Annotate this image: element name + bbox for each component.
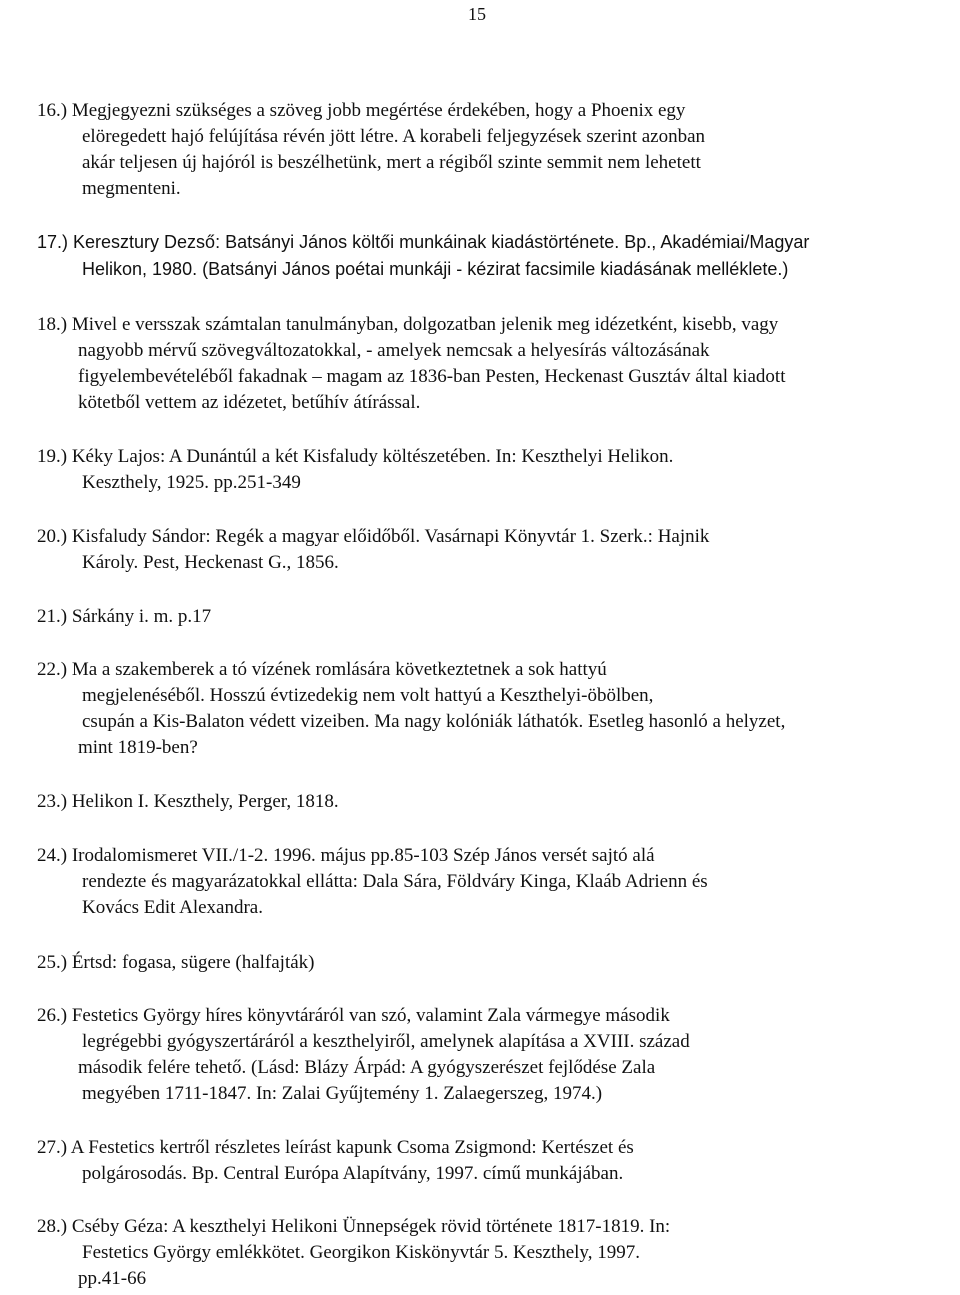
endnote-line: 19.) Kéky Lajos: A Dunántúl a két Kisfaludy költészetében. In: Keszthelyi Helikon. — [37, 446, 674, 467]
endnote-line: 26.) Festetics György híres könyvtáráról van szó, valamint Zala vármegye második — [37, 1005, 670, 1026]
endnote-line: második felére tehető. (Lásd: Blázy Árpád: A gyógyszerészet fejlődése Zala — [78, 1057, 656, 1078]
endnote-line: polgárosodás. Bp. Central Európa Alapítvány, 1997. című munkájában. — [82, 1163, 624, 1184]
endnote-line: megyében 1711-1847. In: Zalai Gyűjtemény 1. Zalaegerszeg, 1974.) — [82, 1083, 603, 1104]
endnote-line: Helikon, 1980. (Batsányi János poétai munkáji - kézirat facsimile kiadásának melléklete.) — [82, 259, 789, 279]
endnote-line: figyelembevételéből fakadnak – magam az 1836-ban Pesten, Heckenast Gusztáv által kiadott — [78, 366, 786, 387]
endnote-line: Keszthely, 1925. pp.251-349 — [82, 472, 301, 493]
endnote-line: 16.) Megjegyezni szükséges a szöveg jobb megértése érdekében, hogy a Phoenix egy — [37, 100, 686, 121]
endnote-line: elöregedett hajó felújítása révén jött létre. A korabeli feljegyzések szerint azonban — [82, 126, 706, 147]
endnote-line: 28.) Cséby Géza: A keszthelyi Helikoni Ünnepségek rövid története 1817-1819. In: — [37, 1216, 671, 1237]
endnote-line: akár teljesen új hajóról is beszélhetünk, mert a régiből szinte semmit nem lehetett — [82, 152, 701, 173]
endnote-line: Festetics György emlékkötet. Georgikon Kiskönyvtár 5. Keszthely, 1997. — [82, 1242, 640, 1263]
endnote-line: 25.) Értsd: fogasa, sügere (halfajták) — [37, 952, 315, 973]
endnote-line: 21.) Sárkány i. m. p.17 — [37, 606, 212, 627]
endnote-line: 23.) Helikon I. Keszthely, Perger, 1818. — [37, 791, 339, 812]
endnote-line: megmenteni. — [82, 178, 181, 199]
endnote-line: 20.) Kisfaludy Sándor: Regék a magyar előidőből. Vasárnapi Könyvtár 1. Szerk.: Hajnik — [37, 526, 710, 547]
endnote-line: 18.) Mivel e versszak számtalan tanulmányban, dolgozatban jelenik meg idézetként, kisebb, vagy — [37, 314, 779, 335]
endnote-line: pp.41-66 — [78, 1268, 147, 1289]
endnote-line: rendezte és magyarázatokkal ellátta: Dala Sára, Földváry Kinga, Klaáb Adrienn és — [82, 871, 708, 892]
endnote-line: 22.) Ma a szakemberek a tó vízének romlására következtetnek a sok hattyú — [37, 659, 607, 680]
endnote-line: megjelenéséből. Hosszú évtizedekig nem volt hattyú a Keszthelyi-öbölben, — [82, 685, 654, 706]
endnote-line: Kovács Edit Alexandra. — [82, 897, 263, 918]
endnote-line: csupán a Kis-Balaton védett vizeiben. Ma nagy kolóniák láthatók. Esetleg hasonló a helyzet, — [82, 711, 786, 732]
endnote-line: 24.) Irodalomismeret VII./1-2. 1996. május pp.85-103 Szép János versét sajtó alá — [37, 845, 655, 866]
endnote-line: Károly. Pest, Heckenast G., 1856. — [82, 552, 339, 573]
endnote-line: legrégebbi gyógyszertáráról a keszthelyiről, amelynek alapítása a XVIII. század — [82, 1031, 690, 1052]
endnote-line: 17.) Keresztury Dezső: Batsányi János költői munkáinak kiadástörténete. Bp., Akadémiai/Magyar — [37, 232, 810, 252]
endnote-line: 27.) A Festetics kertről részletes leírást kapunk Csoma Zsigmond: Kertészet és — [37, 1137, 634, 1158]
page-number: 15 — [468, 4, 486, 24]
endnote-line: mint 1819-ben? — [78, 737, 198, 758]
endnote-line: nagyobb mérvű szövegváltozatokkal, - amelyek nemcsak a helyesírás változásának — [78, 340, 710, 361]
endnote-line: kötetből vettem az idézetet, betűhív átírással. — [78, 392, 421, 413]
